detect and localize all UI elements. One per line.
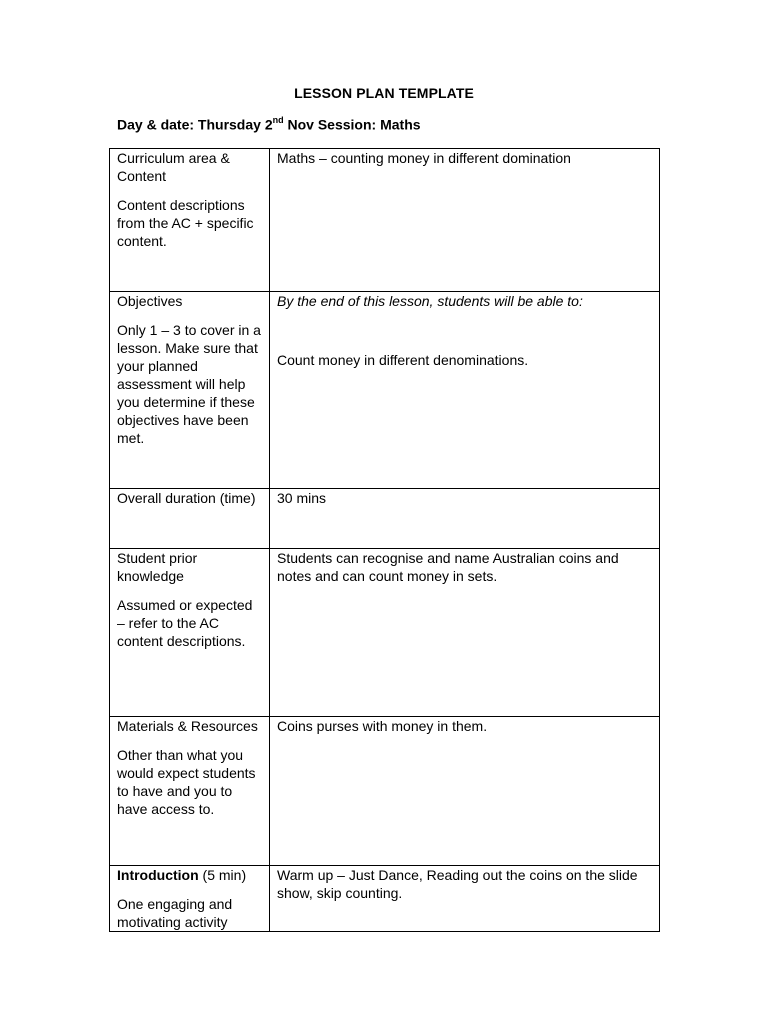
row-content: 30 mins xyxy=(277,490,327,506)
row-label: Student prior knowledge xyxy=(117,550,198,584)
row-content: Warm up – Just Dance, Reading out the coins on the slide show, skip counting. xyxy=(277,867,638,901)
document-title: LESSON PLAN TEMPLATE xyxy=(294,85,474,101)
table-row xyxy=(110,717,660,866)
row-label-cell xyxy=(110,149,270,292)
row-label-cell xyxy=(110,549,270,717)
row-label-bold: Introduction xyxy=(117,867,199,883)
dateline-superscript: nd xyxy=(272,115,284,125)
table-row xyxy=(110,149,660,292)
table-row xyxy=(110,866,660,932)
row-content-cell xyxy=(270,292,660,489)
row-label-cell xyxy=(110,489,270,549)
table-row xyxy=(110,549,660,717)
row-label: Objectives xyxy=(117,293,183,309)
row-content: Coins purses with money in them. xyxy=(277,718,488,734)
dateline-suffix: Nov Session: Maths xyxy=(283,116,421,133)
row-label-cell xyxy=(110,866,270,932)
dateline-prefix: Day & date: Thursday 2 xyxy=(117,116,273,133)
row-note: Other than what you would expect students to have and you to have access to. xyxy=(117,747,256,817)
row-content: Count money in different denominations. xyxy=(277,352,529,368)
row-label xyxy=(117,866,262,884)
row-content: Students can recognise and name Australian coins and notes and can count money in sets. xyxy=(277,550,619,584)
table-row xyxy=(110,489,660,549)
row-content-intro: By the end of this lesson, students will be able to: xyxy=(277,293,583,309)
row-label-rest: (5 min) xyxy=(198,867,247,883)
row-content-cell xyxy=(270,489,660,549)
row-note: Assumed or expected – refer to the AC content descriptions. xyxy=(117,597,253,649)
row-content: Maths – counting money in different domination xyxy=(277,150,571,166)
row-label: Materials & Resources xyxy=(117,718,258,734)
row-label-cell xyxy=(110,292,270,489)
row-content-cell xyxy=(270,549,660,717)
lesson-plan-table xyxy=(109,148,660,932)
row-content-cell xyxy=(270,866,660,932)
row-note: Only 1 – 3 to cover in a lesson. Make sure that your planned assessment will help you determine if these objectives have been met. xyxy=(117,322,261,446)
row-label-cell xyxy=(110,717,270,866)
row-note: One engaging and motivating activity xyxy=(117,896,233,930)
row-note: Content descriptions from the AC + specific content. xyxy=(117,197,254,249)
table-row xyxy=(110,292,660,489)
row-content-cell xyxy=(270,149,660,292)
row-label: Overall duration (time) xyxy=(117,490,256,506)
row-content-cell xyxy=(270,717,660,866)
date-session-line xyxy=(117,116,421,133)
row-label: Curriculum area & Content xyxy=(117,150,230,184)
